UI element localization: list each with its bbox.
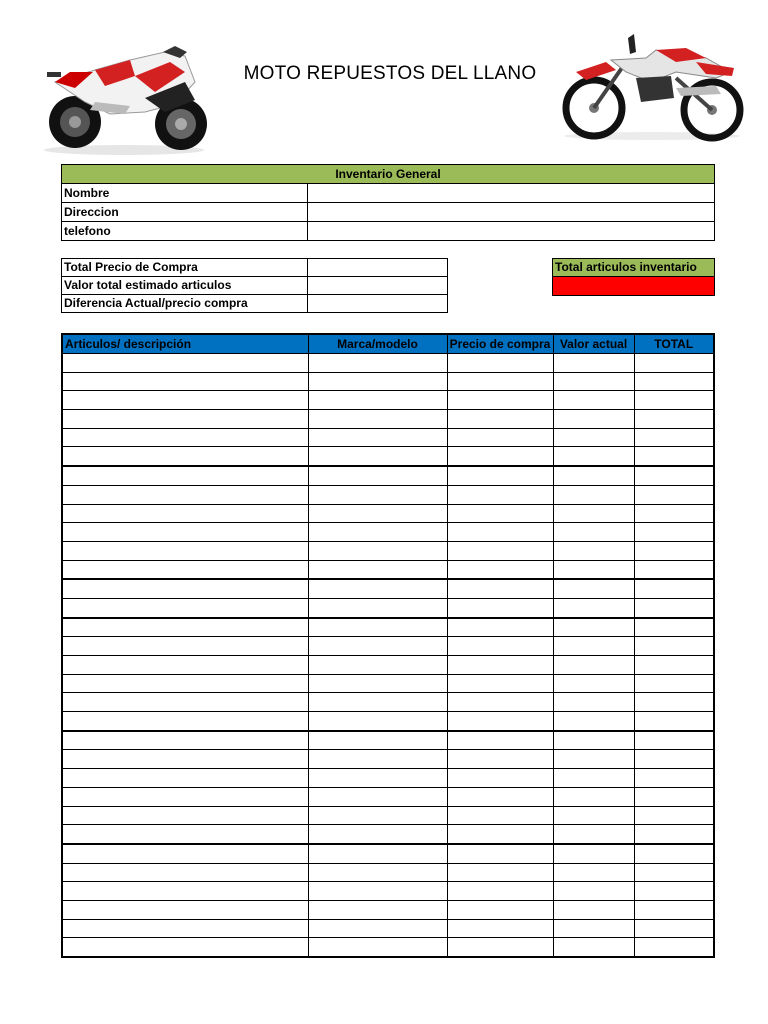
brand-model-cell[interactable]	[308, 428, 447, 447]
total-cell[interactable]	[634, 825, 714, 844]
general-heading: Inventario General	[62, 165, 715, 184]
total-cell[interactable]	[634, 731, 714, 750]
purchase-price-cell[interactable]	[447, 863, 553, 882]
table-row	[62, 410, 714, 429]
table-row	[62, 447, 714, 466]
purchase-price-cell[interactable]	[447, 900, 553, 919]
description-cell[interactable]	[62, 787, 308, 806]
total-purchase-cell[interactable]	[308, 259, 448, 277]
table-row	[62, 863, 714, 882]
brand-model-cell[interactable]	[308, 410, 447, 429]
purchase-price-cell[interactable]	[447, 560, 553, 579]
total-cell[interactable]	[634, 919, 714, 938]
difference-label: Diferencia Actual/precio compra	[62, 295, 308, 313]
general-info-table	[61, 164, 715, 241]
current-value-cell[interactable]	[553, 919, 634, 938]
name-label: Nombre	[62, 184, 308, 203]
purchase-price-cell[interactable]	[447, 598, 553, 617]
total-purchase-label: Total Precio de Compra	[62, 259, 308, 277]
table-row	[62, 598, 714, 617]
total-cell[interactable]	[634, 391, 714, 410]
current-value-cell[interactable]	[553, 504, 634, 523]
total-cell[interactable]	[634, 428, 714, 447]
description-cell[interactable]	[62, 693, 308, 712]
total-cell[interactable]	[634, 410, 714, 429]
purchase-price-cell[interactable]	[447, 750, 553, 769]
purchase-price-cell[interactable]	[447, 919, 553, 938]
purchase-price-cell[interactable]	[447, 428, 553, 447]
total-cell[interactable]	[634, 844, 714, 863]
brand-model-cell[interactable]	[308, 844, 447, 863]
table-row	[62, 504, 714, 523]
description-cell[interactable]	[62, 731, 308, 750]
description-cell[interactable]	[62, 712, 308, 731]
table-row	[62, 769, 714, 788]
brand-model-cell[interactable]	[308, 674, 447, 693]
table-row	[62, 485, 714, 504]
purchase-price-cell[interactable]	[447, 825, 553, 844]
current-value-cell[interactable]	[553, 598, 634, 617]
purchase-price-cell[interactable]	[447, 523, 553, 542]
current-value-cell[interactable]	[553, 541, 634, 560]
table-row	[62, 354, 714, 373]
total-cell[interactable]	[634, 541, 714, 560]
current-value-cell[interactable]	[553, 579, 634, 598]
address-cell[interactable]	[308, 203, 715, 222]
items-table	[61, 333, 715, 958]
total-cell[interactable]	[634, 485, 714, 504]
brand-model-cell[interactable]	[308, 806, 447, 825]
brand-model-cell[interactable]	[308, 750, 447, 769]
table-row	[62, 674, 714, 693]
brand-model-cell[interactable]	[308, 712, 447, 731]
current-value-cell[interactable]	[553, 656, 634, 675]
current-value-cell[interactable]	[553, 674, 634, 693]
purchase-price-cell[interactable]	[447, 391, 553, 410]
current-value-cell[interactable]	[553, 372, 634, 391]
total-cell[interactable]	[634, 787, 714, 806]
brand-model-cell[interactable]	[308, 466, 447, 485]
brand-model-cell[interactable]	[308, 372, 447, 391]
purchase-price-cell[interactable]	[447, 637, 553, 656]
total-cell[interactable]	[634, 882, 714, 901]
purchase-price-cell[interactable]	[447, 693, 553, 712]
current-value-cell[interactable]	[553, 882, 634, 901]
current-value-cell[interactable]	[553, 410, 634, 429]
table-row	[62, 938, 714, 957]
total-cell[interactable]	[634, 769, 714, 788]
item-count-table	[552, 258, 715, 296]
description-cell[interactable]	[62, 900, 308, 919]
table-row	[62, 579, 714, 598]
phone-label: telefono	[62, 222, 308, 241]
table-row	[62, 656, 714, 675]
description-cell[interactable]	[62, 523, 308, 542]
brand-model-cell[interactable]	[308, 825, 447, 844]
address-label: Direccion	[62, 203, 308, 222]
brand-model-cell[interactable]	[308, 882, 447, 901]
description-cell[interactable]	[62, 485, 308, 504]
total-cell[interactable]	[634, 598, 714, 617]
brand-model-cell[interactable]	[308, 598, 447, 617]
table-row	[62, 541, 714, 560]
table-row	[62, 466, 714, 485]
current-value-cell[interactable]	[553, 825, 634, 844]
brand-model-cell[interactable]	[308, 504, 447, 523]
description-cell[interactable]	[62, 806, 308, 825]
phone-cell[interactable]	[308, 222, 715, 241]
total-cell[interactable]	[634, 354, 714, 373]
purchase-price-cell[interactable]	[447, 579, 553, 598]
purchase-price-cell[interactable]	[447, 787, 553, 806]
current-value-cell[interactable]	[553, 560, 634, 579]
purchase-price-cell[interactable]	[447, 769, 553, 788]
description-cell[interactable]	[62, 882, 308, 901]
purchase-price-cell[interactable]	[447, 656, 553, 675]
description-cell[interactable]	[62, 863, 308, 882]
description-cell[interactable]	[62, 919, 308, 938]
brand-model-cell[interactable]	[308, 731, 447, 750]
table-row	[62, 391, 714, 410]
current-value-cell[interactable]	[553, 485, 634, 504]
description-cell[interactable]	[62, 541, 308, 560]
current-value-cell[interactable]	[553, 806, 634, 825]
brand-model-cell[interactable]	[308, 769, 447, 788]
brand-model-cell[interactable]	[308, 938, 447, 957]
col-header-purchase-price: Precio de compra	[447, 334, 553, 354]
description-cell[interactable]	[62, 447, 308, 466]
current-value-cell[interactable]	[553, 391, 634, 410]
current-value-cell[interactable]	[553, 900, 634, 919]
total-cell[interactable]	[634, 618, 714, 637]
total-cell[interactable]	[634, 560, 714, 579]
table-row	[62, 919, 714, 938]
difference-cell[interactable]	[308, 295, 448, 313]
brand-model-cell[interactable]	[308, 693, 447, 712]
brand-model-cell[interactable]	[308, 391, 447, 410]
description-cell[interactable]	[62, 372, 308, 391]
description-cell[interactable]	[62, 354, 308, 373]
brand-model-cell[interactable]	[308, 900, 447, 919]
brand-model-cell[interactable]	[308, 618, 447, 637]
table-row	[62, 428, 714, 447]
description-cell[interactable]	[62, 769, 308, 788]
table-row	[62, 712, 714, 731]
table-row	[62, 825, 714, 844]
brand-model-cell[interactable]	[308, 354, 447, 373]
brand-model-cell[interactable]	[308, 560, 447, 579]
total-cell[interactable]	[634, 372, 714, 391]
description-cell[interactable]	[62, 579, 308, 598]
purchase-price-cell[interactable]	[447, 731, 553, 750]
purchase-price-cell[interactable]	[447, 504, 553, 523]
table-row	[62, 731, 714, 750]
total-cell[interactable]	[634, 523, 714, 542]
col-header-current-value: Valor actual	[553, 334, 634, 354]
description-cell[interactable]	[62, 938, 308, 957]
table-row	[62, 372, 714, 391]
purchase-price-cell[interactable]	[447, 354, 553, 373]
brand-model-cell[interactable]	[308, 579, 447, 598]
total-cell[interactable]	[634, 938, 714, 957]
current-value-cell[interactable]	[553, 693, 634, 712]
purchase-price-cell[interactable]	[447, 882, 553, 901]
current-value-cell[interactable]	[553, 637, 634, 656]
current-value-cell[interactable]	[553, 523, 634, 542]
purchase-price-cell[interactable]	[447, 618, 553, 637]
table-row	[62, 806, 714, 825]
page-title: MOTO REPUESTOS DEL LLANO	[243, 63, 537, 84]
description-cell[interactable]	[62, 391, 308, 410]
purchase-price-cell[interactable]	[447, 806, 553, 825]
current-value-cell[interactable]	[553, 618, 634, 637]
totals-table	[61, 258, 448, 313]
purchase-price-cell[interactable]	[447, 674, 553, 693]
total-cell[interactable]	[634, 579, 714, 598]
purchase-price-cell[interactable]	[447, 485, 553, 504]
purchase-price-cell[interactable]	[447, 447, 553, 466]
current-value-cell[interactable]	[553, 844, 634, 863]
description-cell[interactable]	[62, 466, 308, 485]
current-value-cell[interactable]	[553, 447, 634, 466]
total-cell[interactable]	[634, 504, 714, 523]
sport-motorcycle-image	[35, 42, 213, 157]
total-cell[interactable]	[634, 656, 714, 675]
description-cell[interactable]	[62, 844, 308, 863]
table-row	[62, 882, 714, 901]
brand-model-cell[interactable]	[308, 787, 447, 806]
description-cell[interactable]	[62, 637, 308, 656]
brand-model-cell[interactable]	[308, 541, 447, 560]
estimated-value-label: Valor total estimado articulos	[62, 277, 308, 295]
current-value-cell[interactable]	[553, 712, 634, 731]
purchase-price-cell[interactable]	[447, 541, 553, 560]
description-cell[interactable]	[62, 428, 308, 447]
table-row	[62, 637, 714, 656]
brand-model-cell[interactable]	[308, 656, 447, 675]
col-header-brand-model: Marca/modelo	[308, 334, 447, 354]
table-row	[62, 560, 714, 579]
description-cell[interactable]	[62, 750, 308, 769]
current-value-cell[interactable]	[553, 466, 634, 485]
total-cell[interactable]	[634, 900, 714, 919]
col-header-description: Articulos/ descripción	[62, 334, 308, 354]
description-cell[interactable]	[62, 656, 308, 675]
description-cell[interactable]	[62, 674, 308, 693]
total-cell[interactable]	[634, 750, 714, 769]
brand-model-cell[interactable]	[308, 863, 447, 882]
purchase-price-cell[interactable]	[447, 466, 553, 485]
dirt-motorcycle-image	[556, 32, 748, 142]
total-cell[interactable]	[634, 637, 714, 656]
current-value-cell[interactable]	[553, 731, 634, 750]
table-row	[62, 693, 714, 712]
table-row	[62, 844, 714, 863]
col-header-total: TOTAL	[634, 334, 714, 354]
purchase-price-cell[interactable]	[447, 372, 553, 391]
current-value-cell[interactable]	[553, 428, 634, 447]
description-cell[interactable]	[62, 504, 308, 523]
purchase-price-cell[interactable]	[447, 410, 553, 429]
table-row	[62, 787, 714, 806]
purchase-price-cell[interactable]	[447, 844, 553, 863]
brand-model-cell[interactable]	[308, 637, 447, 656]
brand-model-cell[interactable]	[308, 523, 447, 542]
current-value-cell[interactable]	[553, 769, 634, 788]
brand-model-cell[interactable]	[308, 485, 447, 504]
current-value-cell[interactable]	[553, 354, 634, 373]
description-cell[interactable]	[62, 410, 308, 429]
table-row	[62, 900, 714, 919]
description-cell[interactable]	[62, 618, 308, 637]
total-cell[interactable]	[634, 712, 714, 731]
current-value-cell[interactable]	[553, 750, 634, 769]
current-value-cell[interactable]	[553, 787, 634, 806]
brand-model-cell[interactable]	[308, 919, 447, 938]
total-cell[interactable]	[634, 447, 714, 466]
purchase-price-cell[interactable]	[447, 938, 553, 957]
total-cell[interactable]	[634, 466, 714, 485]
description-cell[interactable]	[62, 598, 308, 617]
name-cell[interactable]	[308, 184, 715, 203]
item-count-cell[interactable]	[553, 277, 715, 296]
description-cell[interactable]	[62, 560, 308, 579]
description-cell[interactable]	[62, 825, 308, 844]
total-cell[interactable]	[634, 674, 714, 693]
table-row	[62, 618, 714, 637]
table-row	[62, 750, 714, 769]
brand-model-cell[interactable]	[308, 447, 447, 466]
total-cell[interactable]	[634, 806, 714, 825]
item-count-label: Total articulos inventario	[553, 259, 715, 277]
total-cell[interactable]	[634, 863, 714, 882]
purchase-price-cell[interactable]	[447, 712, 553, 731]
current-value-cell[interactable]	[553, 863, 634, 882]
table-row	[62, 523, 714, 542]
current-value-cell[interactable]	[553, 938, 634, 957]
estimated-value-cell[interactable]	[308, 277, 448, 295]
total-cell[interactable]	[634, 693, 714, 712]
